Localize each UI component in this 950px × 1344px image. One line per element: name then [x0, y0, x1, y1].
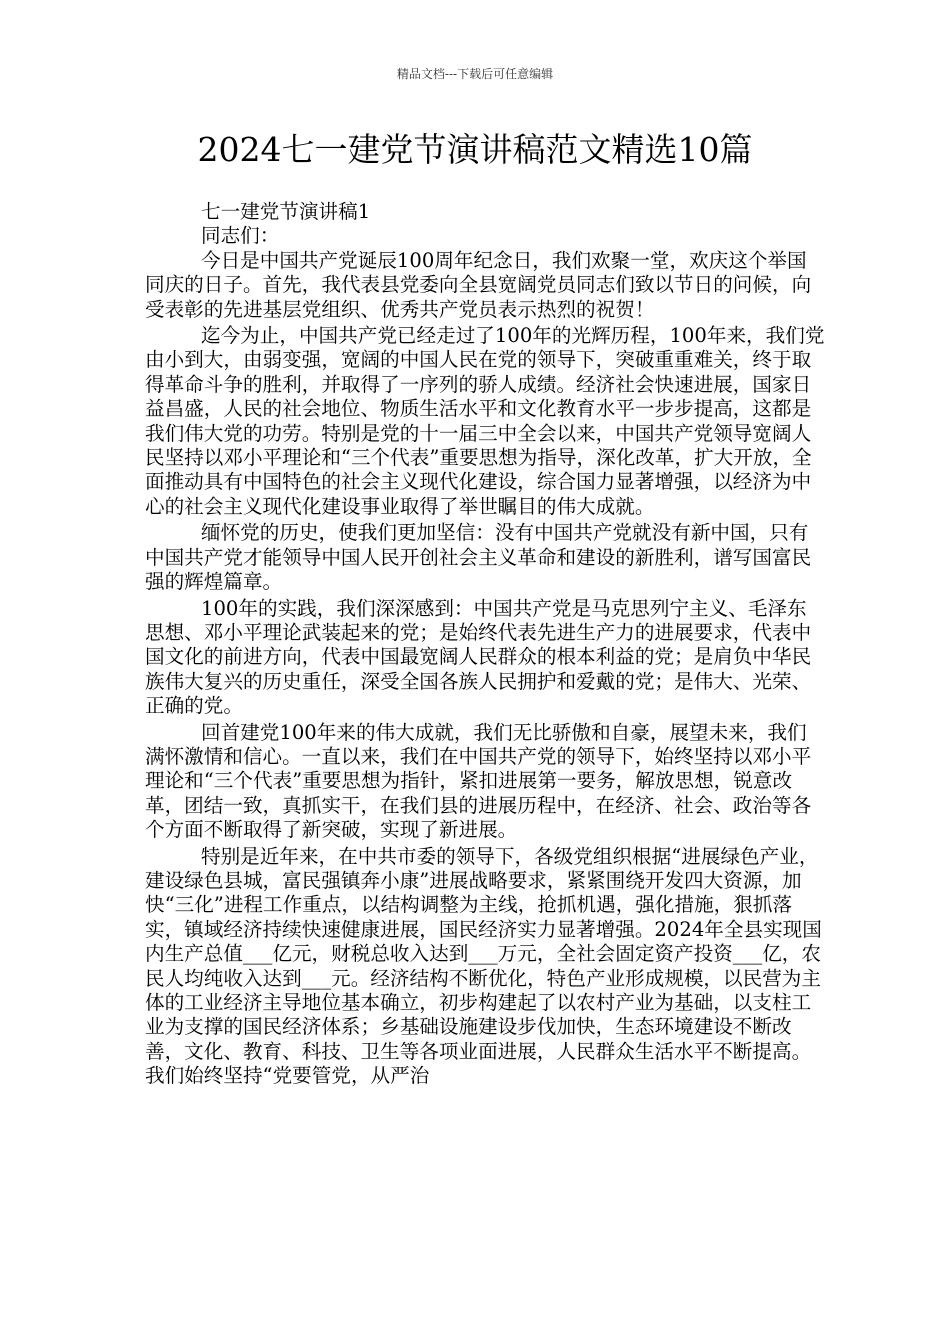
salutation: 同志们：: [201, 224, 280, 248]
paragraph-3: 缅怀党的历史，使我们更加坚信：没有中国共产党就没有新中国，只有中国共产党才能领导中国人民开创社会主义革命和建设的新胜利，谱写国富民强的辉煌篇章。: [145, 521, 812, 594]
paragraph-5: 回首建党100年来的伟大成就，我们无比骄傲和自豪，展望未来，我们满怀激情和信心。一直以来，我们在中国共产党的领导下，始终坚持以邓小平理论和“三个代表”重要思想为指针，紧扣进展第一要务，解放思想，锐意改革，团结一致，真抓实干，在我们县的进展历程中，在经济、社会、政治等各个方面不断取得了新突破，实现了新进展。: [145, 720, 812, 842]
paragraph-2: 迄今为止，中国共产党已经走过了100年的光辉历程，100年来，我们党由小到大，由弱变强，宽阔的中国人民在党的领导下，突破重重难关，终于取得革命斗争的胜利，并取得了一序列的骄人成绩。经济社会快速进展，国家日益昌盛，人民的社会地位、物质生活水平和文化教育水平一步步提高，这都是我们伟大党的功劳。特别是党的十一届三中全会以来，中国共产党领导宽阔人民坚持以邓小平理论和“三个代表”重要思想为指导，深化改革，扩大开放，全面推动具有中国特色的社会主义现代化建设，综合国力显著增强，以经济为中心的社会主义现代化建设事业取得了举世瞩目的伟大成就。: [145, 324, 825, 518]
paragraph-1: 今日是中国共产党诞辰100周年纪念日，我们欢聚一堂，欢庆这个举国同庆的日子。首先，我代表县党委向全县宽阔党员同志们致以节日的问候，向受表彰的先进基层党组织、优秀共产党员表示热烈的祝贺！: [145, 248, 812, 321]
document-title: 2024七一建党节演讲稿范文精选10篇: [197, 130, 753, 169]
paragraph-4: 100年的实践，我们深深感到：中国共产党是马克思列宁主义、毛泽东思想、邓小平理论武装起来的党；是始终代表先进生产力的进展要求，代表中国文化的前进方向，代表中国最宽阔人民群众的根本利益的党；是肩负中华民族伟大复兴的历史重任，深受全国各族人民拥护和爱戴的党；是伟大、光荣、正确的党。: [145, 596, 812, 718]
section-heading: 七一建党节演讲稿1: [201, 200, 371, 223]
paragraph-6: 特别是近年来，在中共市委的领导下，各级党组织根据“进展绿色产业，建设绿色县城，富民强镇奔小康”进展战略要求，紧紧围绕开发四大资源，加快“三化”进程工作重点，以结构调整为主线，抢抓机遇，强化措施，狠抓落实，镇域经济持续快速健康进展，国民经济实力显著增强。2024年全县实现国内生产总值___亿元，财税总收入达到___万元，全社会固定资产投资___亿，农民人均纯收入达到___元。经济结构不断优化，特色产业形成规模，以民营为主体的工业经济主导地位基本确立，初步构建起了以农村产业为基础，以支柱工业为支撑的国民经济体系；乡基础设施建设步伐加快，生态环境建设不断改善，文化、教育、科技、卫生等各项业面进展，人民群众生活水平不断提高。我们始终坚持“党要管党，从严治: [145, 844, 822, 1088]
page-header-note: 精品文档---下载后可任意编辑: [396, 67, 554, 81]
document-body: [145, 200, 825, 1089]
